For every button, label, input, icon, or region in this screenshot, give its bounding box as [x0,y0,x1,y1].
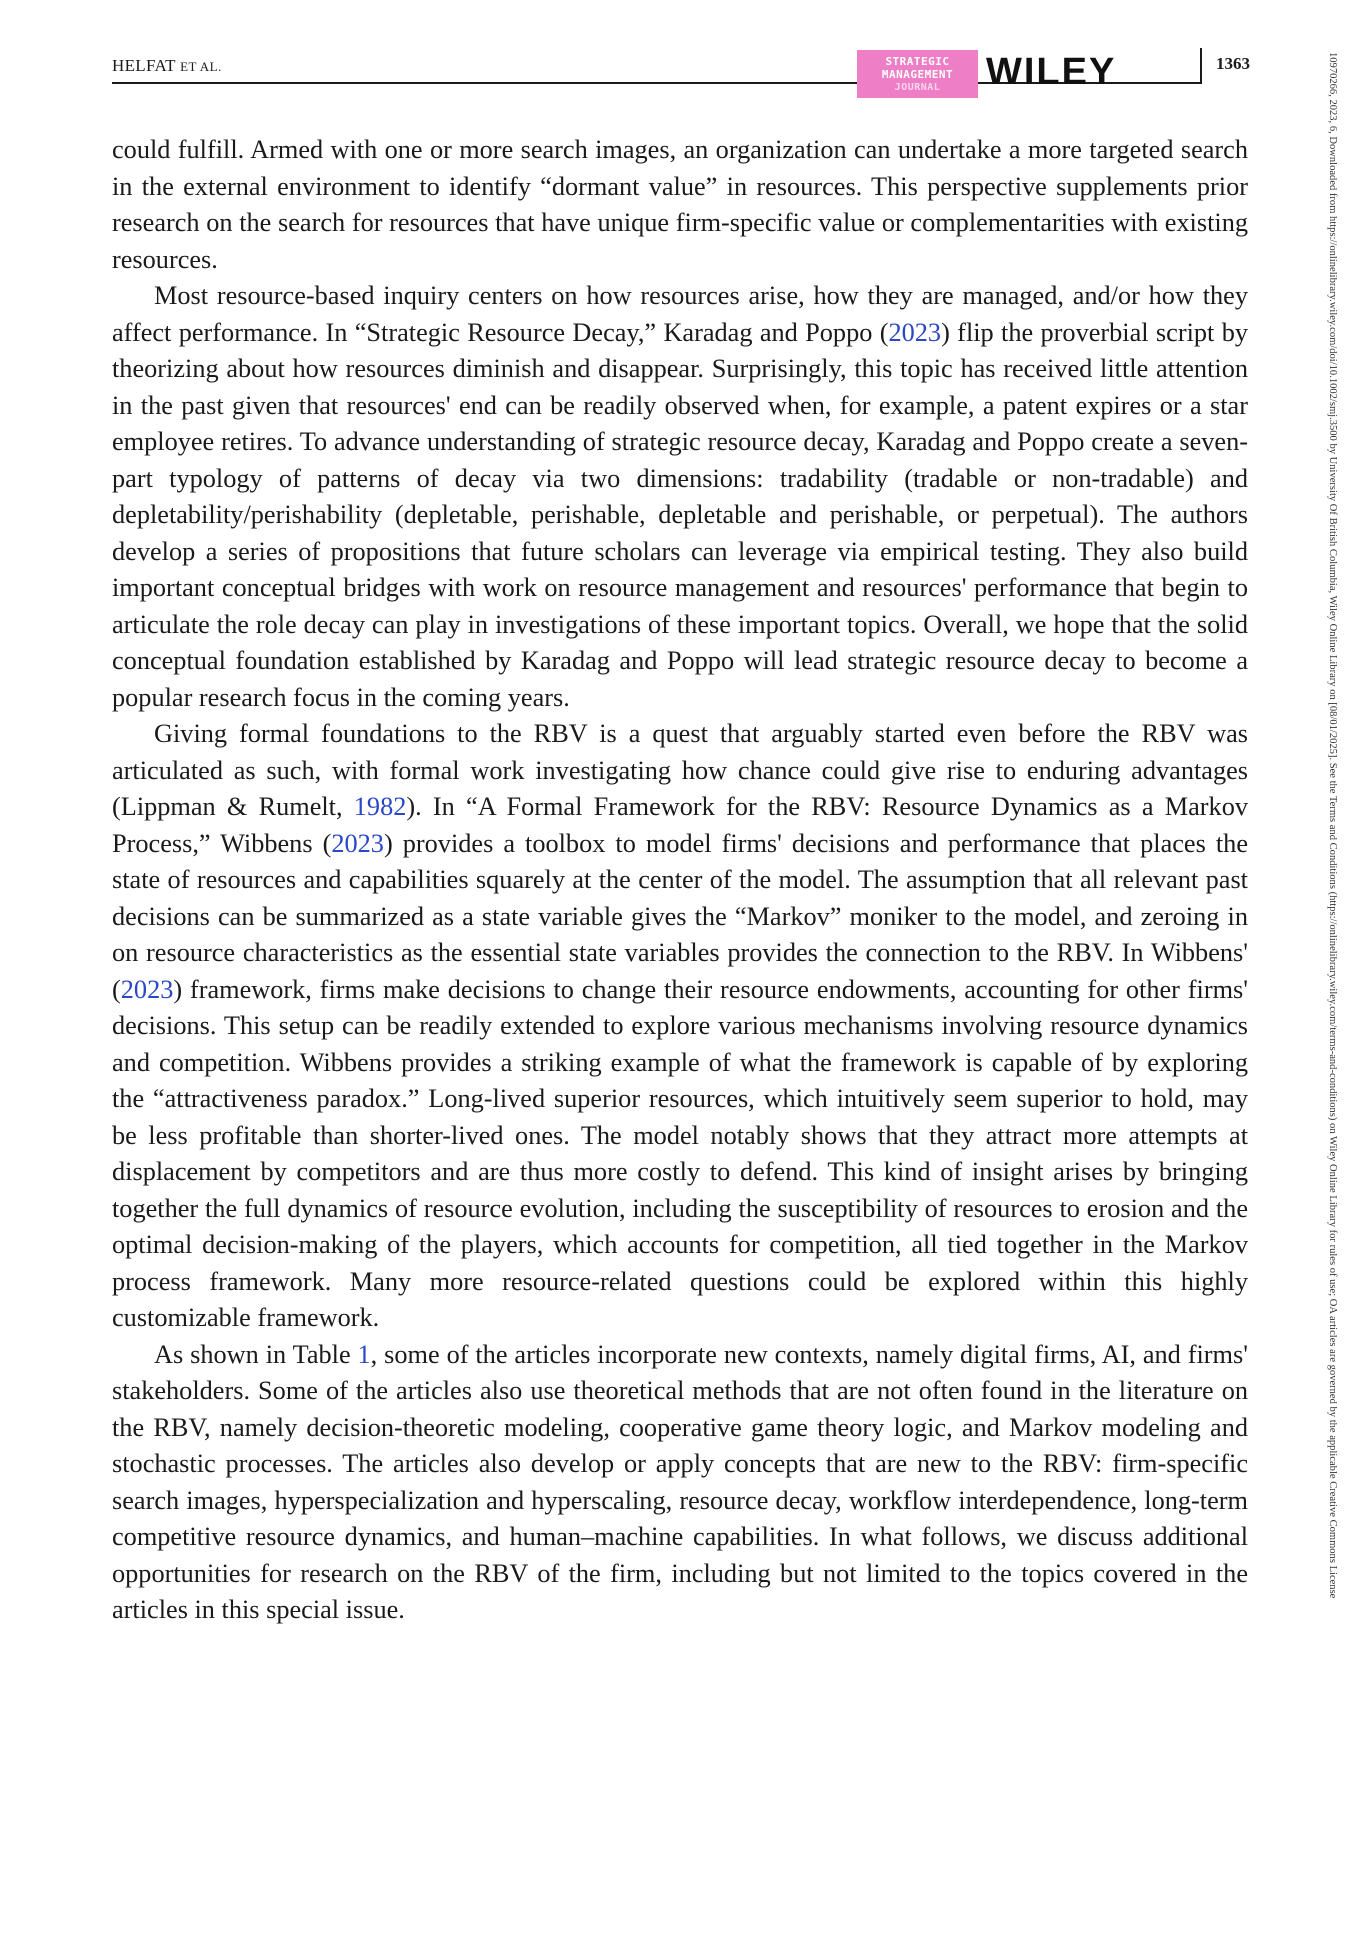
journal-logo [857,50,978,98]
et-al-label: ET AL. [180,59,222,74]
table-1-link[interactable]: 1 [357,1339,371,1369]
paragraph-text: could fulfill. Armed with one or more search images, an organization can undertake a more targeted search in the external environment to identify “dormant value” in resources. This perspective supplements prior research on the search for resources that have unique firm-specific value or complementarities with existing resources. [112,135,1248,274]
download-license-note [1326,52,1340,1912]
running-head-authors [112,56,222,76]
paragraph-2 [112,278,1248,716]
paragraph-text: , some of the articles incorporate new contexts, namely digital firms, AI, and firms' stakeholders. Some of the articles also use theoretical methods that are not often found in the literature on the RBV, namely decision-theoretic modeling, cooperative game theory logic, and Markov modeling and stochastic processes. The articles also develop or apply concepts that are new to the RBV: firm-specific search images, hyperspecialization and hyperscaling, resource decay, workflow interdependence, long-term competitive resource dynamics, and human–machine capabilities. In what follows, we discuss additional opportunities for research on the RBV of the firm, including but not limited to the topics covered in the articles in this special issue. [112,1339,1248,1624]
publisher-logo: WILEY [986,51,1117,93]
journal-logo-line-1: STRATEGIC [885,54,950,68]
header-divider [1200,48,1202,84]
paragraph-text: As shown in Table [154,1339,358,1369]
paragraph-text: ) provides a toolbox to model firms' decisions and performance that places the state of resources and capabilities squarely at the center of the model. The assumption that all relevant past decisions can be summarized as a state variable gives the “Markov” moniker to the model, and zeroing in on resource characteristics as the essential state variables provides the connection to the RBV. In Wibbens' ( [112,828,1248,1004]
download-license-text: 10970266, 2023, 6, Downloaded from https://onlinelibrary.wiley.com/doi/10.1002/smj.3500 by University Of British Columbia, Wiley Online Library on [08/01/2025]. See the Terms and Conditions (https://onlinelibrary.wiley.com/terms-and-conditions) on Wiley Online Library for rules of use; OA articles are governed by the applicable Creative Commons License [1327,52,1338,1599]
journal-logo-line-2: MANAGEMENT [881,67,954,81]
paragraph-text: Most resource-based inquiry centers on how resources arise, how they are managed, and/or how they affect performance. In “Strategic Resource Decay,” Karadag and Poppo ( [112,281,1248,347]
paragraph-4 [112,1337,1248,1629]
paragraph-3 [112,716,1248,1337]
header-rule [112,82,857,84]
page-number: 1363 [1216,54,1250,73]
author-name: HELFAT [112,56,176,75]
article-body [112,132,1248,1629]
paragraph-1 [112,132,1248,278]
journal-logo-line-3: JOURNAL [894,81,941,93]
paragraph-text: Giving formal foundations to the RBV is a quest that arguably started even before the RBV was articulated as such, with formal work investigating how chance could give rise to enduring advantages (Lippman & Rumelt, [112,719,1248,821]
citation-link-karadag-poppo-2023[interactable]: 2023 [888,317,942,347]
citation-link-wibbens-2023[interactable]: 2023 [331,828,384,858]
paragraph-text: ) framework, firms make decisions to change their resource endowments, accounting for other firms' decisions. This setup can be readily extended to explore various mechanisms involving resource dynamics and competition. Wibbens provides a striking example of what the framework is capable of by exploring the “attractiveness paradox.” Long-lived superior resources, which intuitively seem superior to hold, may be less profitable than shorter-lived ones. The model notably shows that they attract more attempts at displacement by competitors and are thus more costly to defend. This kind of insight arises by bringing together the full dynamics of resource evolution, including the susceptibility of resources to erosion and the optimal decision-making of the players, which accounts for competition, all tied together in the Markov process framework. Many more resource-related questions could be explored within this highly customizable framework. [112,974,1248,1332]
citation-link-wibbens-2023-second[interactable]: 2023 [120,974,174,1004]
paragraph-text: ) flip the proverbial script by theorizing about how resources diminish and disappear. Surprisingly, this topic has received little attention in the past given that resources' end can be readily observed when, for example, a patent expires or a star employee retires. To advance understanding of strategic resource decay, Karadag and Poppo create a seven-part typology of patterns of decay via two dimensions: tradability (tradable or non-tradable) and depletability/perishability (depletable, perishable, depletable and perishable, or perpetual). The authors develop a series of propositions that future scholars can leverage via empirical testing. They also build important conceptual bridges with work on resource management and resources' performance that begin to articulate the role decay can play in investigations of these important topics. Overall, we hope that the solid conceptual foundation established by Karadag and Poppo will lead strategic resource decay to become a popular research focus in the coming years. [112,317,1248,712]
citation-link-lippman-rumelt-1982[interactable]: 1982 [353,792,407,821]
running-header [112,48,1250,93]
paragraph-text: ). In “A Formal Framework for the RBV: Resource Dynamics as a Markov Process,” Wibbens ( [112,792,1248,858]
